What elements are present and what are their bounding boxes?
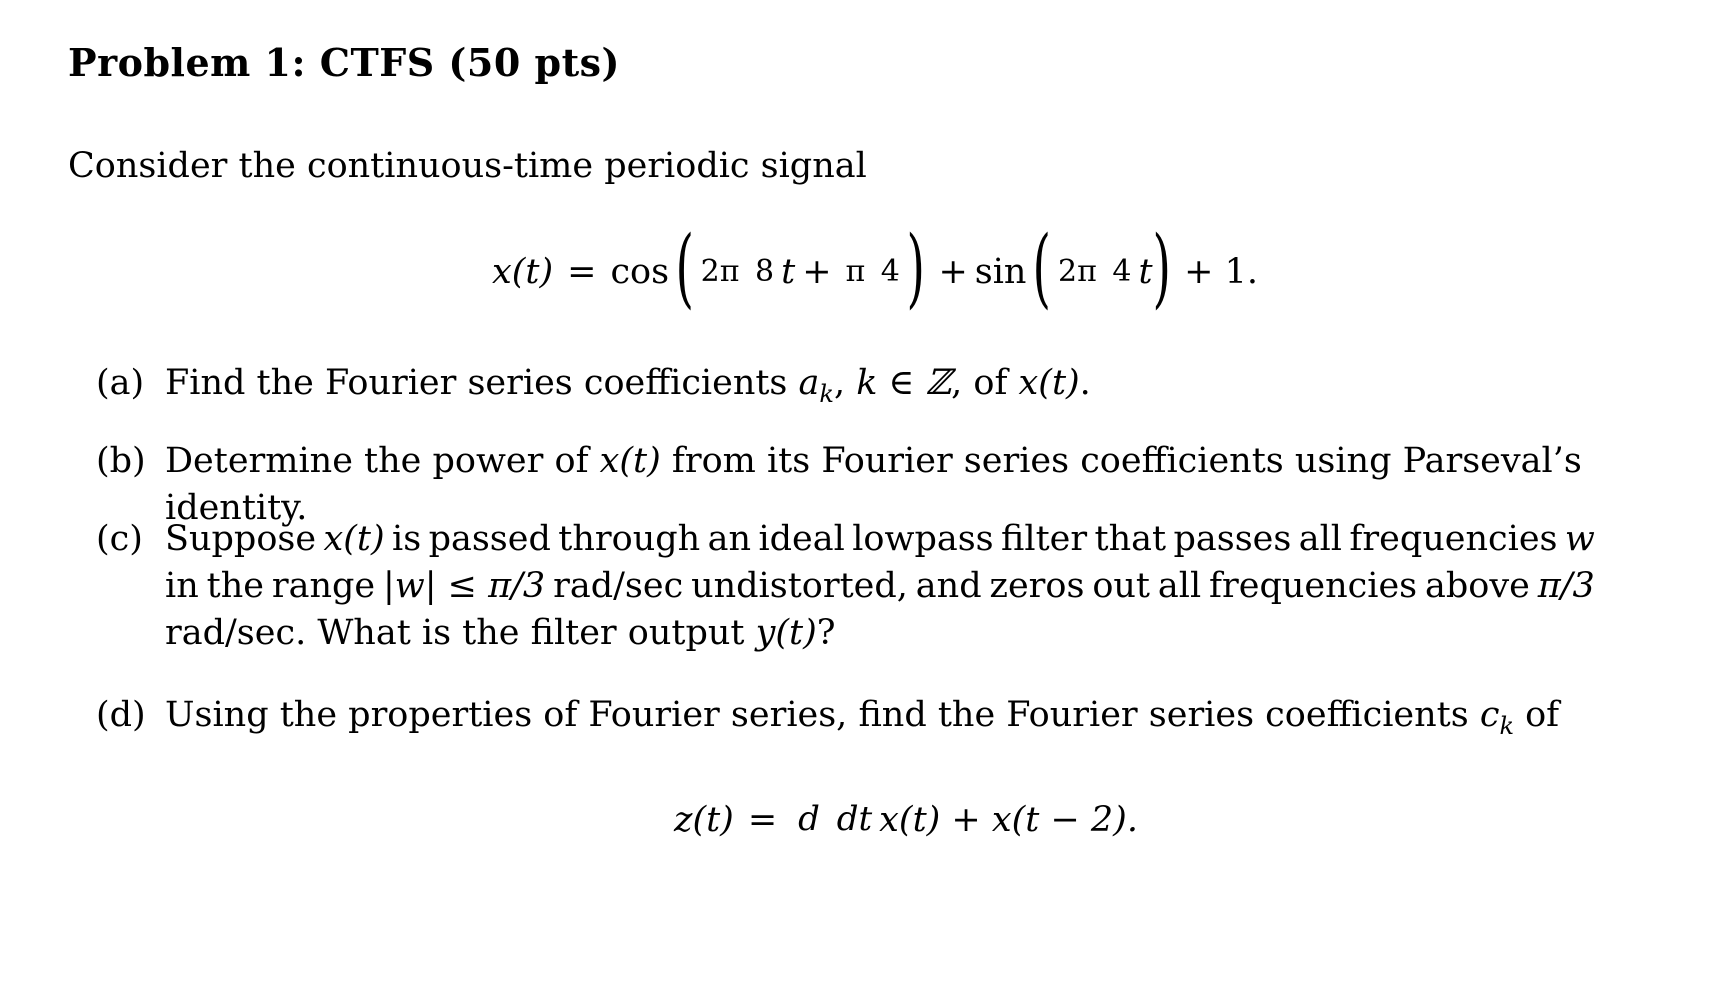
- eq-plus: +: [938, 252, 968, 292]
- item-label: (d): [96, 695, 146, 735]
- eq-plus: +: [802, 252, 832, 292]
- problem-title: Problem 1: CTFS (50 pts): [68, 40, 621, 85]
- signal-equation: [492, 218, 1258, 322]
- fraction-2pi-over-4: 2π 4: [1058, 254, 1132, 290]
- item-body: Using the properties of Fourier series, find the Fourier series coefficients $c_k$ of: [165, 695, 1560, 740]
- item-c-line-2: in the range |w| ≤ π/3 rad/sec undistorted, and zeros out all frequencies above π/3: [165, 566, 1595, 606]
- open-paren: (: [1033, 218, 1052, 318]
- eq-lhs: x(t): [492, 252, 554, 292]
- eq-lhs: z(t): [674, 800, 734, 840]
- open-paren: (: [675, 218, 695, 318]
- eq-equals: =: [747, 800, 778, 840]
- eq-tail: + 1.: [1184, 252, 1258, 292]
- item-c-line-1: Suppose x(t) is passed through an ideal lowpass filter that passes all frequencies w: [165, 519, 1595, 559]
- eq-rest: x(t) + x(t − 2).: [879, 800, 1138, 840]
- fraction-2pi-over-8: 2π 8: [700, 254, 775, 290]
- close-paren: ): [1152, 218, 1171, 318]
- intro-text: Consider the continuous-time periodic signal: [68, 146, 867, 186]
- item-label: (a): [96, 363, 145, 403]
- eq-t-var: t: [781, 252, 796, 292]
- item-body: Find the Fourier series coefficients $a_k$, k ∈ ℤ, of x(t).: [165, 363, 1091, 408]
- eq-cos: cos: [610, 252, 670, 292]
- item-body: [165, 516, 1595, 657]
- fraction-d-over-dt: d dt: [798, 799, 873, 840]
- fraction-pi-over-4: π 4: [845, 254, 900, 290]
- z-equation: [674, 770, 1138, 870]
- item-label: (b): [96, 441, 146, 481]
- eq-t-var: t: [1138, 252, 1153, 292]
- item-c-line-3: rad/sec. What is the filter output y(t)?: [165, 613, 836, 653]
- item-label: (c): [96, 519, 143, 559]
- eq-equals: =: [567, 252, 597, 292]
- eq-sin: sin: [974, 252, 1027, 292]
- item-body: Determine the power of x(t) from its Fourier series coefficients using Parseval’s identity.: [165, 441, 1582, 528]
- close-paren: ): [906, 218, 925, 318]
